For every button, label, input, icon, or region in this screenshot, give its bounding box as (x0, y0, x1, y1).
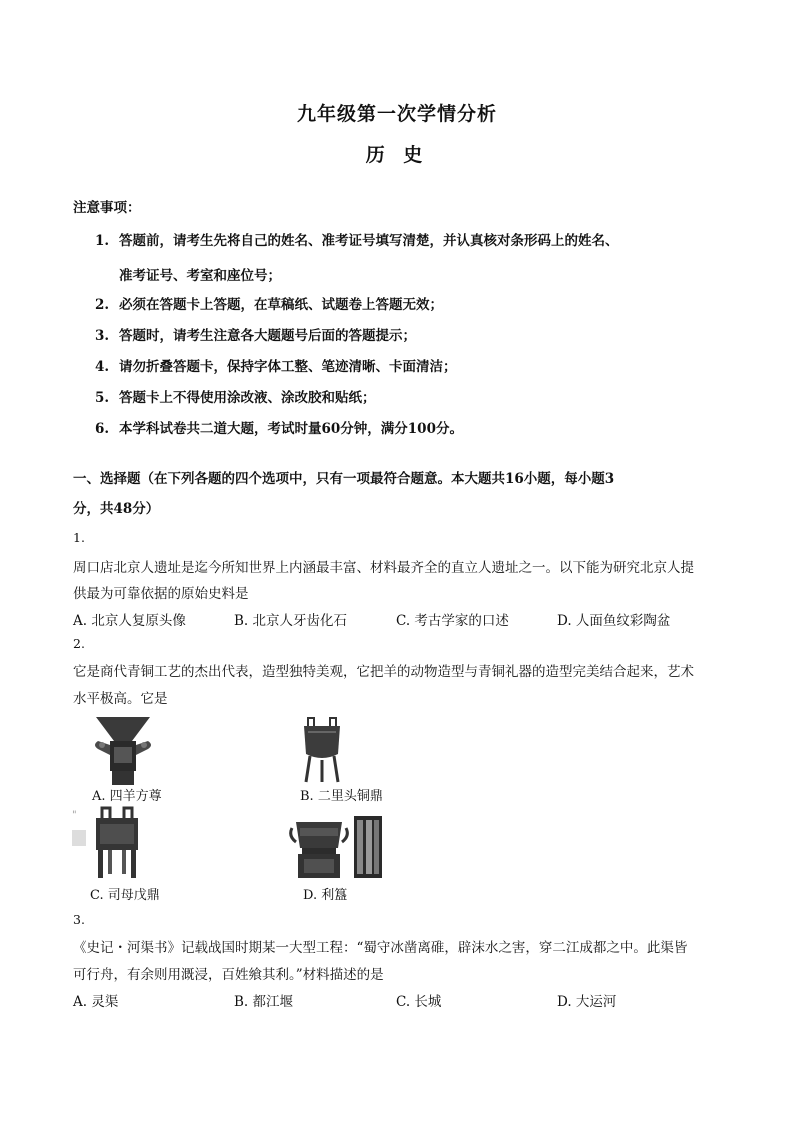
notice-item (95, 358, 457, 376)
notice-item (95, 296, 443, 314)
figure-a-caption[interactable]: A. 四羊方尊 (92, 789, 162, 804)
option-c[interactable]: C. 考古学家的口述 (396, 613, 509, 629)
li-gui-image (288, 814, 384, 880)
notice-text-continued: 准考证号、考室和座位号； (119, 268, 281, 284)
notice-number: 3. (95, 328, 110, 344)
notice-text: 答题前，请考生先将自己的姓名、准考证号填写清楚，并认真核对条形码上的姓名、 (119, 233, 619, 249)
simuwu-ding-image (72, 806, 152, 880)
notice-number: 5. (95, 390, 110, 406)
four-ram-zun-image (88, 715, 158, 787)
question-number: 2. (73, 636, 85, 651)
notice-text: 请勿折叠答题卡，保持字体工整、笔迹清晰、卡面清洁； (119, 359, 457, 375)
exam-title: 九年级第一次学情分析 (296, 103, 497, 125)
erlitou-bronze-ding-image (298, 716, 346, 784)
notice-text: 答题时，请考生注意各大题题号后面的答题提示； (119, 328, 416, 344)
question-text-continued: 供最为可靠依据的原始史料是 (73, 586, 249, 602)
section-heading: 一、选择题（在下列各题的四个选项中，只有一项最符合题意。本大题共16小题，每小题3 (73, 471, 615, 487)
notice-text: 答题卡上不得使用涂改液、涂改胶和贴纸； (119, 390, 376, 406)
notice-item (95, 420, 463, 438)
option-d[interactable]: D. 大运河 (557, 994, 617, 1010)
notice-heading: 注意事项： (73, 200, 141, 216)
figure-b-caption[interactable]: B. 二里头铜鼎 (300, 789, 383, 804)
svg-text:": " (72, 810, 77, 821)
notice-number: 1. (95, 233, 110, 249)
question-text: 它是商代青铜工艺的杰出代表，造型独特美观，它把羊的动物造型与青铜礼器的造型完美结合起来，艺术 (73, 664, 694, 680)
question-number: 1. (73, 530, 85, 545)
notice-text: 必须在答题卡上答题，在草稿纸、试题卷上答题无效； (119, 297, 443, 313)
question-number: 3. (73, 912, 85, 927)
question-text-continued: 水平极高。它是 (73, 691, 168, 707)
option-c[interactable]: C. 长城 (396, 994, 442, 1010)
notice-item (95, 389, 376, 407)
figure-c-caption[interactable]: C. 司母戊鼎 (90, 888, 160, 903)
option-b[interactable]: B. 都江堰 (234, 994, 294, 1010)
notice-number: 2. (95, 297, 110, 313)
question-text: 周口店北京人遗址是迄今所知世界上内涵最丰富、材料最齐全的直立人遗址之一。以下能为研究北京人提 (73, 560, 694, 576)
notice-item (95, 232, 619, 250)
notice-number: 4. (95, 359, 110, 375)
notice-item (95, 327, 416, 345)
section-heading-continued: 分，共48分） (73, 501, 160, 517)
notice-text: 本学科试卷共二道大题，考试时量60分钟，满分100分。 (119, 421, 463, 437)
option-d[interactable]: D. 人面鱼纹彩陶盆 (557, 613, 671, 629)
figure-d-caption[interactable]: D. 利簋 (303, 888, 348, 903)
notice-number: 6. (95, 421, 110, 437)
option-b[interactable]: B. 北京人牙齿化石 (234, 613, 348, 629)
option-a[interactable]: A. 北京人复原头像 (73, 613, 186, 629)
question-text-continued: 可行舟，有余则用溉浸，百姓飨其利。”材料描述的是 (73, 967, 384, 983)
subject-title: 历 史 (365, 144, 429, 166)
question-text: 《史记・河渠书》记载战国时期某一大型工程：“蜀守冰凿离碓，辟沫水之害，穿二江成都之中。此渠皆 (73, 940, 688, 956)
option-a[interactable]: A. 灵渠 (73, 994, 119, 1010)
